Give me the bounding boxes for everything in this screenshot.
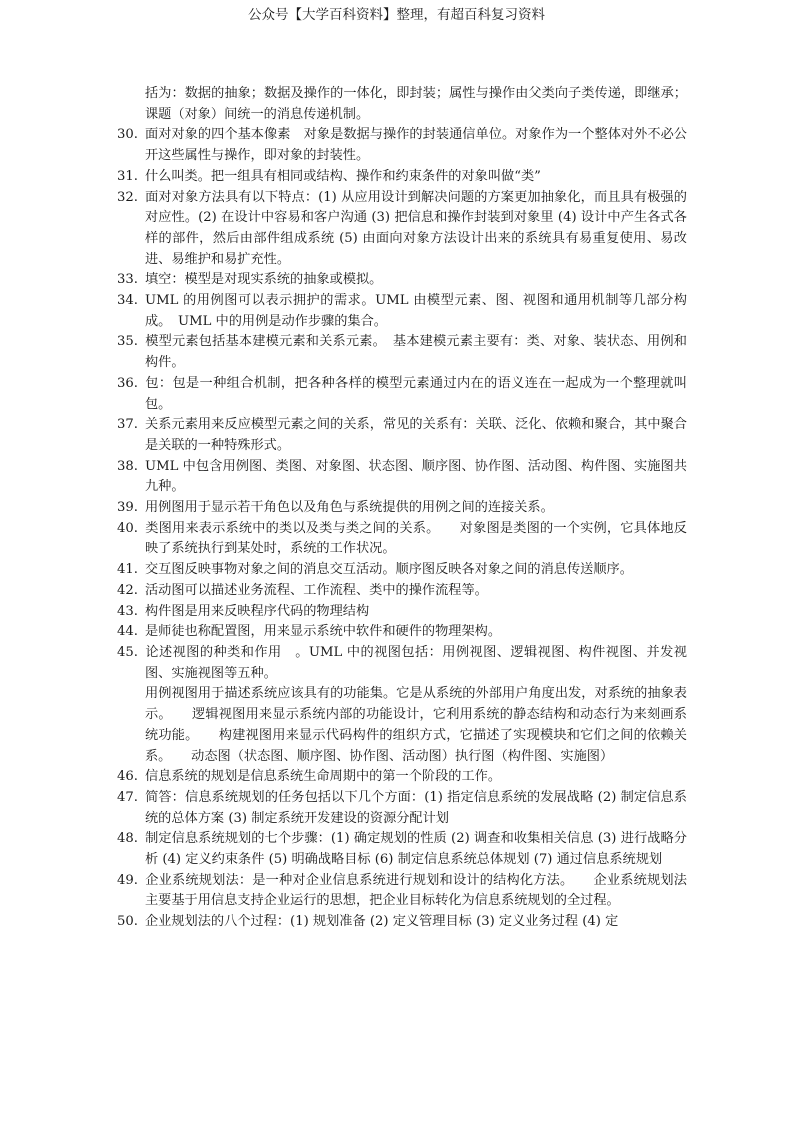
list-item — [117, 332, 687, 373]
list-item — [117, 457, 687, 498]
list-item — [117, 374, 687, 415]
item-text: 是师徒也称配置图，用来显示系统中软件和硬件的物理架构。 — [145, 624, 502, 640]
list-item — [117, 560, 687, 581]
list-item — [117, 871, 687, 912]
item-text: 什么叫类。把一组具有相同或结构、操作和约束条件的对象叫做“类” — [145, 168, 541, 184]
item-number: 45. — [117, 644, 138, 660]
list-item — [117, 643, 687, 684]
item-number: 50. — [117, 914, 138, 930]
item-text: 活动图可以描述业务流程、工作流程、类中的操作流程等。 — [145, 582, 488, 598]
list-item — [117, 829, 687, 870]
list-item — [117, 788, 687, 829]
item-number: 48. — [117, 831, 138, 847]
item-number: 47. — [117, 789, 138, 805]
list-item-continuation: 用例视图用于描述系统应该具有的功能集。它是从系统的外部用户角度出发，对系统的抽象表示。 逻辑视图用来显示系统内部的功能设计，它利用系统的静态结构和动态行为来刻画系统功能。 构建视图用来显示代码构件的组织方式，它描述了实现模块和它们之间的依赖关系。 动态图（状态图、顺序图、协作图、活动图）执行图（构件图、实施图） — [145, 686, 687, 764]
page-header: 公众号【大学百科资料】整理，有超百科复习资料 — [248, 7, 545, 23]
item-text: 简答：信息系统规划的任务包括以下几个方面：(1) 指定信息系统的发展战略 (2) 制定信息系统的总体方案 (3) 制定系统开发建设的资源分配计划 — [145, 789, 687, 826]
item-number: 44. — [117, 624, 138, 640]
list-item — [117, 602, 687, 623]
item-number: 39. — [117, 500, 138, 516]
list-item — [117, 767, 687, 788]
item-number: 34. — [117, 293, 138, 309]
document-body — [117, 84, 687, 933]
item-text: 模型元素包括基本建模元素和关系元素。 基本建模元素主要有：类、对象、装状态、用例和构件。 — [145, 334, 687, 371]
item-text: 企业系统规划法：是一种对企业信息系统进行规划和设计的结构化方法。 企业系统规划法主要基于用信息支持企业运行的思想，把企业目标转化为信息系统规划的全过程。 — [145, 872, 687, 909]
item-number: 37. — [117, 417, 138, 433]
list-item — [117, 581, 687, 602]
item-text: 企业规划法的八个过程：(1) 规划准备 (2) 定义管理目标 (3) 定义业务过程 (4) 定 — [145, 914, 619, 930]
list-item — [117, 270, 687, 291]
list-item — [117, 498, 687, 519]
list-item — [117, 188, 687, 271]
list-item — [117, 84, 687, 125]
list-item — [117, 912, 687, 933]
list-item — [117, 291, 687, 332]
item-text: 制定信息系统规划的七个步骤：(1) 确定规划的性质 (2) 调查和收集相关信息 (3) 进行战略分析 (4) 定义约束条件 (5) 明确战略目标 (6) 制定信息系统总体规划 (7) 通过信息系统规划 — [145, 831, 687, 868]
item-number: 46. — [117, 769, 138, 785]
item-text: 构件图是用来反映程序代码的物理结构 — [145, 603, 370, 619]
item-text: 关系元素用来反应模型元素之间的关系，常见的关系有：关联、泛化、依赖和聚合，其中聚合是关联的一种特殊形式。 — [145, 417, 687, 453]
list-item — [117, 622, 687, 643]
list-item — [117, 125, 687, 166]
item-text: 用例图用于显示若干角色以及角色与系统提供的用例之间的连接关系。 — [145, 500, 554, 516]
item-text: 面对对象方法具有以下特点：(1) 从应用设计到解决问题的方案更加抽象化，而且具有极强的对应性。(2) 在设计中容易和客户沟通 (3) 把信息和操作封装到对象里 (4) 设计中产生各式各样的部件，然后由部件组成系统 (5) 由面向对象方法设计出来的系统具有易重复使用、易改进、易维护和易扩充性。 — [145, 189, 687, 267]
item-number: 33. — [117, 272, 138, 288]
item-number: 30. — [117, 127, 138, 143]
item-text: 括为：数据的抽象；数据及操作的一体化，即封装；属性与操作由父类向子类传递，即继承；课题（对象）间统一的消息传递机制。 — [145, 86, 687, 122]
item-number: 38. — [117, 458, 138, 474]
item-number: 35. — [117, 334, 138, 350]
item-number: 36. — [117, 375, 138, 391]
list-item — [117, 415, 687, 456]
item-number: 49. — [117, 872, 138, 888]
item-text: 信息系统的规划是信息系统生命周期中的第一个阶段的工作。 — [145, 769, 502, 785]
list-item — [117, 519, 687, 560]
item-number: 31. — [117, 168, 138, 184]
item-number: 32. — [117, 189, 138, 205]
item-text: UML 中包含用例图、类图、对象图、状态图、顺序图、协作图、活动图、构件图、实施图共九种。 — [145, 458, 687, 495]
item-text: 论述视图的种类和作用 。UML 中的视图包括：用例视图、逻辑视图、构件视图、并发视图、实施视图等五种。 — [145, 644, 687, 681]
list-item — [117, 167, 687, 188]
item-text: 交互图反映事物对象之间的消息交互活动。顺序图反映各对象之间的消息传送顺序。 — [145, 562, 633, 578]
item-text: 类图用来表示系统中的类以及类与类之间的关系。 对象图是类图的一个实例，它具体地反映了系统执行到某处时，系统的工作状况。 — [145, 520, 687, 557]
item-number: 42. — [117, 582, 138, 598]
item-text: 面对对象的四个基本像素 对象是数据与操作的封装通信单位。对象作为一个整体对外不必公开这些属性与操作，即对象的封装性。 — [145, 127, 687, 164]
item-number: 40. — [117, 520, 138, 536]
item-text: 包：包是一种组合机制，把各种各样的模型元素通过内在的语义连在一起成为一个整理就叫包。 — [145, 375, 687, 412]
item-text: UML 的用例图可以表示拥护的需求。UML 由模型元素、图、视图和通用机制等几部分构成。 UML 中的用例是动作步骤的集合。 — [145, 293, 687, 329]
item-text: 填空：模型是对现实系统的抽象或模拟。 — [145, 272, 383, 288]
item-number: 43. — [117, 603, 138, 619]
item-number: 41. — [117, 562, 138, 578]
